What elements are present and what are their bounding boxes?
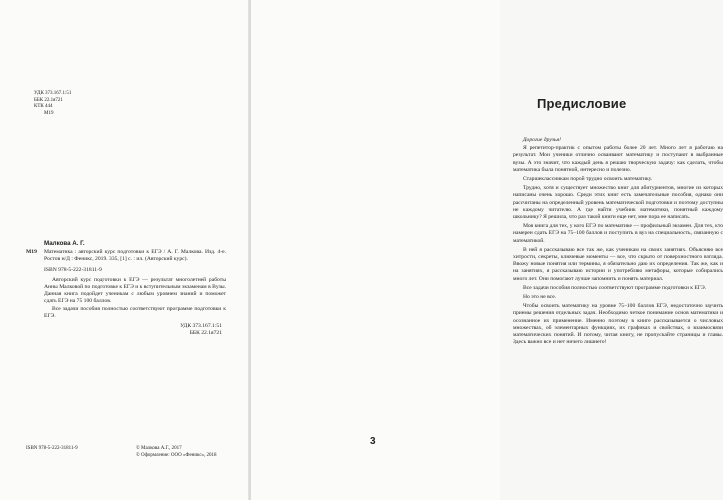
preface-paragraph: Старшеклассникам порой трудно освоить математику. (523, 176, 653, 183)
catalog-code: ББК 22.1я721 (189, 330, 222, 337)
left-page (0, 0, 249, 500)
abstract-paragraph: Авторский курс подготовки к ЕГЭ — результат многолетней работы Анны Малковой по подготовке к ЕГЭ и к вступительным экзаменам в Вузы. Данная книга подойдет ученикам с любым уровнем знаний и поможет сдать ЕГЭ на 75 100 баллов. (44, 276, 226, 305)
catalog-author-sign: М19 (44, 110, 54, 116)
codes-right (26, 323, 226, 337)
catalog-code: УДК 373.167.1:51 (34, 91, 72, 96)
isbn: ISBN 978-5-222-31811-9 (44, 266, 102, 273)
page-title: Предисловие (537, 96, 627, 111)
catalog-codes (34, 91, 104, 117)
abstract-paragraph: Все задачи пособия полностью соответствуют программе подготовки к ЕГЭ. (44, 305, 226, 319)
bibliographic-entry (26, 240, 226, 337)
copyright-block (136, 446, 217, 459)
preface-paragraph: Моя книга для тех, у кого ЕГЭ по математике — профильный экзамен. Для тех, кто намерен сдать ЕГЭ на 75–100 баллов и поступить в вуз на специальность, связанную с математикой. (513, 223, 723, 244)
preface-paragraph: В ней я рассказываю все так же, как ученикам на своих занятиях. Объясняю все хитрости, секреты, ключевые моменты — все, что скрыто от поверхностного взгляда. Ввожу новые понятия или термины, я обязательно даю их определения. Так же, как и на занятиях, я рассказываю истории и употребляю метафоры, которые собирались много лет. Они помогают лучше запомнить и понять материал. (513, 246, 723, 282)
catalog-code: ББК 22.1я721 (34, 97, 63, 103)
catalog-code: УДК 373.167.1:51 (180, 323, 222, 330)
preface-paragraph: Все задачи пособия полностью соответствуют программе подготовки к ЕГЭ. (523, 284, 707, 291)
preface-paragraph: Но это не все. (523, 294, 557, 301)
preface-paragraph: Я репетитор-практик с опытом работы более 20 лет. Много лет я работаю на результат. Мои ученики отлично осваивают математику и поступают в выбранные вузы. А это значит, что каждый день я решаю творческую задачу: как сделать, чтобы математика была понятной, интересно и полезно. (513, 145, 723, 173)
entry-description (26, 249, 226, 263)
page-number: 3 (370, 436, 376, 447)
preface-paragraph: Чтобы освоить математику на уровне 75–100 баллов ЕГЭ, недостаточно заучить приемы решения отдельных задач. Необходимо четкое понимание основ математики и осознанное их применение. Именно поэтому в книге рассказывается о числовых множествах, об элементарных функциях, их графиках и свойствах, о взаимосвязи математических понятий. И потому, читая книгу, не пропускайте страницы и главы. Здесь важно все и нет ничего лишнего! (513, 303, 723, 346)
entry-code: М19 (26, 249, 37, 256)
right-page (251, 0, 723, 500)
greeting: Дорогие друзья! (523, 137, 561, 143)
author-name: Малкова А. Г. (44, 240, 85, 247)
catalog-code: КТК 444 (34, 104, 53, 110)
copyright-line: © Оформление: ООО «Феникс», 2018 (136, 452, 217, 458)
copyright-line: © Малкова А.Г., 2017 (136, 446, 182, 451)
footer-isbn: ISBN 978-5-222-31811-9 (26, 446, 78, 451)
entry-text: Математика : авторский курс подготовки к ЕГЭ / А. Г. Малкова. Изд. 4-е. Ростов н/Д : Феникс, 2019. 335, [1] с. : ил. (Авторский курс). (44, 249, 226, 263)
preface-paragraph: Трудно, хотя и существует множество книг для абитуриентов, многие из которых написаны очень хорошо. Среди этих книг есть замечательные пособия, однако они рассчитаны на определенный уровень математической подготовки и поэтому доступны не каждому читателю. А где найти учебник математики, понятный каждому школьнику? Я решила, что раз такой книги еще нет, мне пора ее написать. (513, 185, 723, 221)
preface-body (513, 137, 723, 346)
